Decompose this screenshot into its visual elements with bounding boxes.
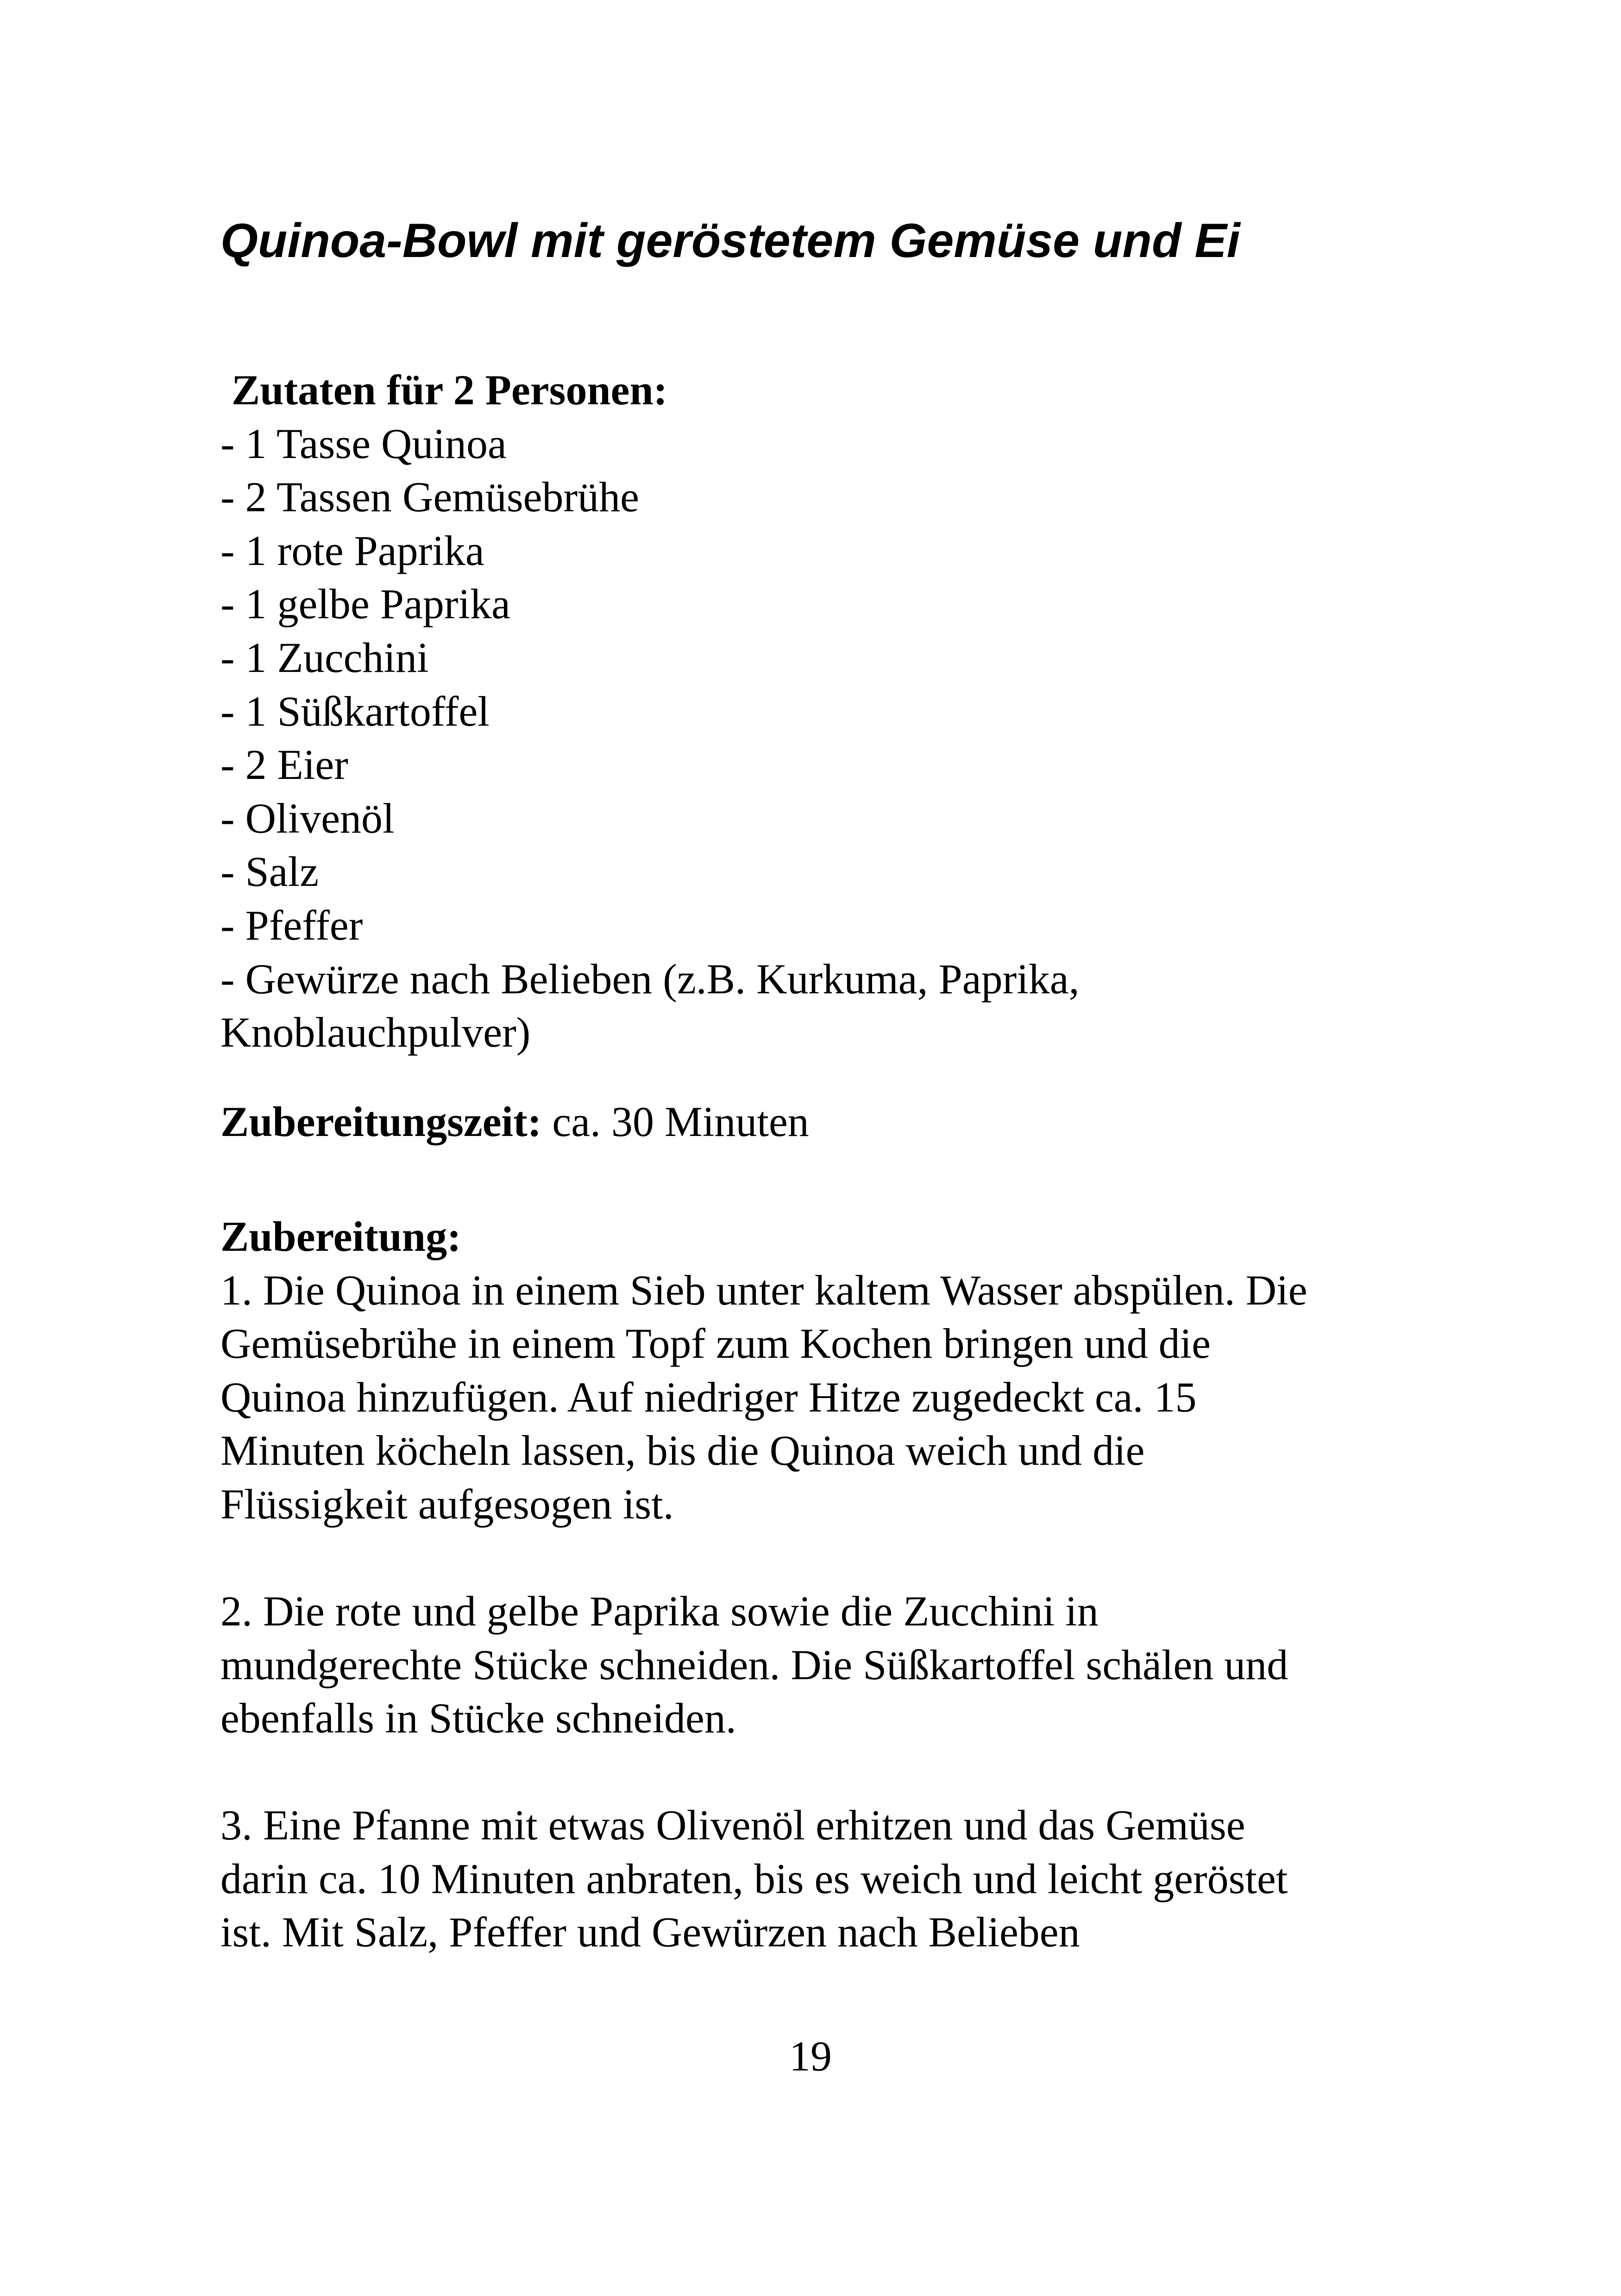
ingredient-item: - 1 Süßkartoffel — [220, 687, 490, 735]
step-line: Minuten köcheln lassen, bis die Quinoa weich und die — [220, 1427, 1145, 1474]
ingredient-item: - Pfeffer — [220, 901, 363, 949]
step-line: mundgerechte Stücke schneiden. Die Süßkartoffel schälen und — [220, 1641, 1288, 1688]
ingredient-item-continuation: Knoblauchpulver) — [220, 1009, 531, 1056]
prep-time-line — [220, 1095, 1471, 1149]
ingredients-heading: Zutaten für 2 Personen: — [232, 366, 668, 414]
ingredient-item: - 2 Tassen Gemüsebrühe — [220, 473, 639, 521]
ingredients-list — [220, 417, 1471, 1060]
page-number: 19 — [789, 2033, 832, 2080]
preparation-step-3 — [220, 1799, 1471, 1959]
ingredient-item: - 2 Eier — [220, 741, 348, 789]
ingredient-item: - Salz — [220, 848, 319, 896]
preparation-heading: Zubereitung: — [220, 1213, 461, 1260]
step-line: ist. Mit Salz, Pfeffer und Gewürzen nach Belieben — [220, 1908, 1080, 1956]
ingredient-item: - 1 Zucchini — [220, 634, 429, 681]
ingredient-item: - 1 Tasse Quinoa — [220, 420, 507, 467]
step-line: 3. Eine Pfanne mit etwas Olivenöl erhitzen und das Gemüse — [220, 1801, 1245, 1849]
ingredient-item: - 1 gelbe Paprika — [220, 580, 510, 628]
step-line: 1. Die Quinoa in einem Sieb unter kaltem Wasser abspülen. Die — [220, 1266, 1307, 1314]
step-line: darin ca. 10 Minuten anbraten, bis es weich und leicht geröstet — [220, 1855, 1288, 1902]
preparation-step-2 — [220, 1585, 1471, 1745]
recipe-title: Quinoa-Bowl mit geröstetem Gemüse und Ei — [220, 214, 1240, 268]
step-line: Quinoa hinzufügen. Auf niedriger Hitze zugedeckt ca. 15 — [220, 1373, 1197, 1421]
ingredient-item: - Gewürze nach Belieben (z.B. Kurkuma, Paprika, — [220, 955, 1080, 1003]
prep-time-label: Zubereitungszeit: — [220, 1098, 542, 1145]
step-line: Flüssigkeit aufgesogen ist. — [220, 1480, 674, 1528]
preparation-step-1 — [220, 1264, 1471, 1531]
prep-time-value: ca. 30 Minuten — [541, 1098, 809, 1145]
step-line: Gemüsebrühe in einem Topf zum Kochen bringen und die — [220, 1320, 1211, 1368]
step-line: ebenfalls in Stücke schneiden. — [220, 1694, 736, 1742]
ingredient-item: - 1 rote Paprika — [220, 527, 484, 574]
ingredient-item: - Olivenöl — [220, 794, 395, 842]
step-line: 2. Die rote und gelbe Paprika sowie die Zucchini in — [220, 1587, 1099, 1635]
